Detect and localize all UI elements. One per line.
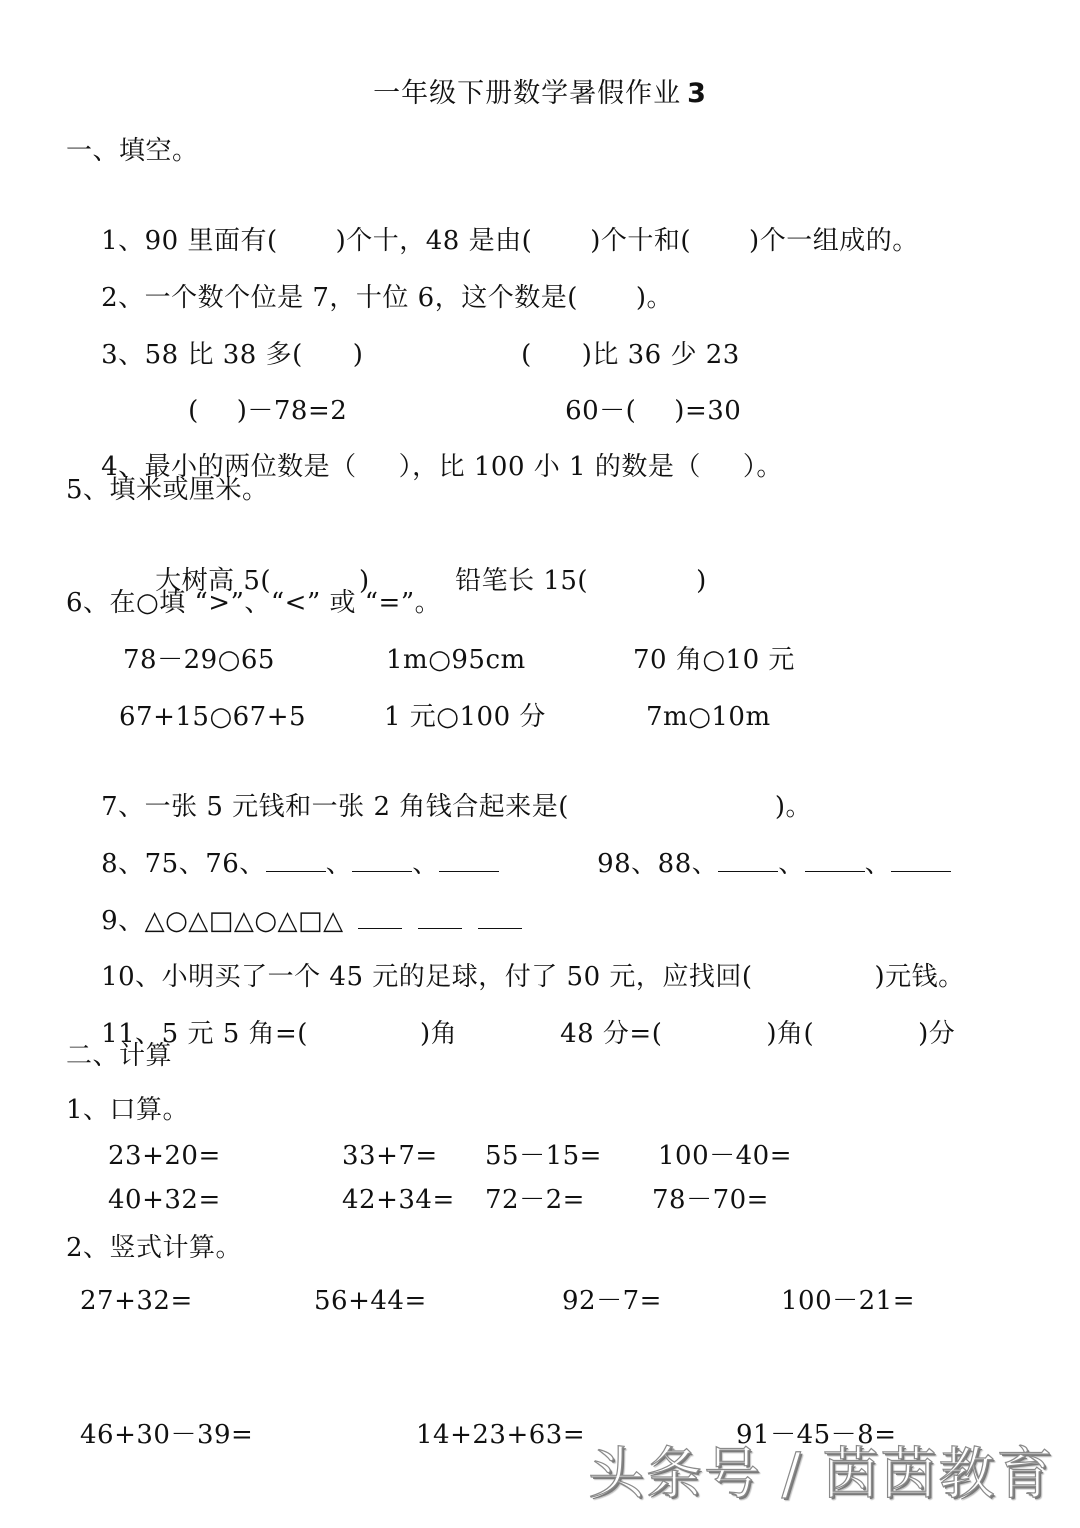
q10-part-b: )元钱。 bbox=[874, 962, 965, 992]
q4-part-a: 4、最小的两位数是（ bbox=[101, 452, 357, 482]
vertical-item-3: 92－7= bbox=[562, 1286, 662, 1316]
q1-part-a: 1、90 里面有( bbox=[101, 226, 278, 256]
question-8-right bbox=[562, 813, 951, 915]
q3-part-a: 3、58 比 38 多( bbox=[101, 340, 303, 370]
q7-part-b: )。 bbox=[774, 792, 813, 822]
vertical-item-4: 100－21= bbox=[781, 1286, 915, 1316]
q6-item-4[interactable]: 67+15○67+5 bbox=[119, 702, 307, 732]
question-5-item-2 bbox=[420, 530, 707, 632]
q11-part-e: )分 bbox=[918, 1019, 956, 1049]
oral-item-1: 23+20= bbox=[108, 1141, 221, 1171]
q6-item-3[interactable]: 70 角○10 元 bbox=[633, 645, 795, 675]
q1-part-d: )个一组成的。 bbox=[749, 226, 919, 256]
q2-part-a: 2、一个数个位是 7，十位 6，这个数是( bbox=[101, 283, 578, 313]
q6-item-6[interactable]: 7m○10m bbox=[646, 702, 771, 732]
q3-part-b: ) bbox=[352, 340, 364, 370]
q8-blank-2[interactable] bbox=[352, 847, 412, 872]
q9-shape-sequence: 9、△○△□△○△□△ bbox=[101, 906, 344, 936]
q11-part-d: )角( bbox=[766, 1019, 815, 1049]
q8-blank-5[interactable] bbox=[805, 847, 865, 872]
q8-blank-3[interactable] bbox=[439, 847, 499, 872]
q8-part-a: 8、75、76、 bbox=[101, 849, 266, 879]
q8-sep: 、 bbox=[325, 849, 353, 879]
q8-blank-1[interactable] bbox=[266, 847, 326, 872]
oral-item-4: 100－40= bbox=[658, 1141, 792, 1171]
q8-sep: 、 bbox=[778, 849, 805, 879]
q3-part-e: ( bbox=[188, 396, 199, 426]
section-2-heading: 二、计算 bbox=[66, 1041, 173, 1071]
q8-blank-4[interactable] bbox=[718, 847, 778, 872]
vertical-item-7: 91－45－8= bbox=[736, 1420, 897, 1450]
q6-item-2[interactable]: 1m○95cm bbox=[386, 645, 526, 675]
q11-part-b: )角 bbox=[419, 1019, 458, 1049]
q8-sep: 、 bbox=[412, 849, 439, 879]
title-text: 一年级下册数学暑假作业 bbox=[373, 78, 682, 109]
q5-part-c: 铅笔长 15( bbox=[455, 566, 589, 596]
oral-item-2: 33+7= bbox=[342, 1141, 438, 1171]
oral-item-6: 42+34= bbox=[342, 1185, 455, 1215]
vertical-item-2: 56+44= bbox=[314, 1286, 427, 1316]
vertical-item-6: 14+23+63= bbox=[416, 1420, 586, 1450]
worksheet-title bbox=[0, 76, 1080, 112]
vertical-item-1: 27+32= bbox=[80, 1286, 193, 1316]
oral-item-5: 40+32= bbox=[108, 1185, 221, 1215]
oral-item-3: 55－15= bbox=[485, 1141, 602, 1171]
question-5-heading: 5、填米或厘米。 bbox=[66, 475, 269, 505]
q6-item-5[interactable]: 1 元○100 分 bbox=[384, 702, 546, 732]
q11-part-a: 11、5 元 5 角=( bbox=[101, 1019, 308, 1049]
section-1-heading: 一、填空。 bbox=[66, 136, 199, 166]
q4-part-c: ）。 bbox=[742, 452, 783, 482]
q8-blank-6[interactable] bbox=[891, 847, 951, 872]
q3-part-g: 60－( bbox=[565, 396, 637, 426]
q10-part-a: 10、小明买了一个 45 元的足球，付了 50 元，应找回( bbox=[101, 962, 753, 992]
oral-item-8: 78－70= bbox=[652, 1185, 769, 1215]
q8-part-b: 98、88、 bbox=[597, 849, 719, 879]
q6-item-1[interactable]: 78－29○65 bbox=[123, 645, 275, 675]
q5-part-a: 大树高 5( bbox=[155, 566, 272, 596]
q3-part-d: )比 36 少 23 bbox=[581, 340, 740, 370]
oral-calc-heading: 1、口算。 bbox=[66, 1095, 190, 1125]
vertical-calc-heading: 2、竖式计算。 bbox=[66, 1233, 243, 1263]
q1-part-c: )个十和( bbox=[590, 226, 692, 256]
q3-part-c: ( bbox=[521, 340, 532, 370]
q1-part-b: )个十，48 是由( bbox=[335, 226, 533, 256]
oral-item-7: 72－2= bbox=[485, 1185, 585, 1215]
q4-part-b: ），比 100 小 1 的数是（ bbox=[398, 452, 701, 482]
q2-part-b: )。 bbox=[635, 283, 674, 313]
title-number: 3 bbox=[687, 78, 707, 109]
vertical-item-5: 46+30－39= bbox=[80, 1420, 254, 1450]
q5-part-b: ) bbox=[359, 566, 370, 596]
q3-part-h: )=30 bbox=[674, 396, 742, 426]
q3-part-f: )－78=2 bbox=[236, 396, 348, 426]
watermark: 头条号 / 茵茵教育 bbox=[588, 1442, 1055, 1507]
question-11-right bbox=[525, 983, 955, 1085]
q7-part-a: 7、一张 5 元钱和一张 2 角钱合起来是( bbox=[101, 792, 569, 822]
q8-sep: 、 bbox=[864, 849, 892, 879]
q11-part-c: 48 分=( bbox=[560, 1019, 663, 1049]
q5-part-d: ) bbox=[696, 566, 707, 596]
question-6-heading: 6、在○填 “>”、“<” 或 “=”。 bbox=[66, 588, 442, 618]
